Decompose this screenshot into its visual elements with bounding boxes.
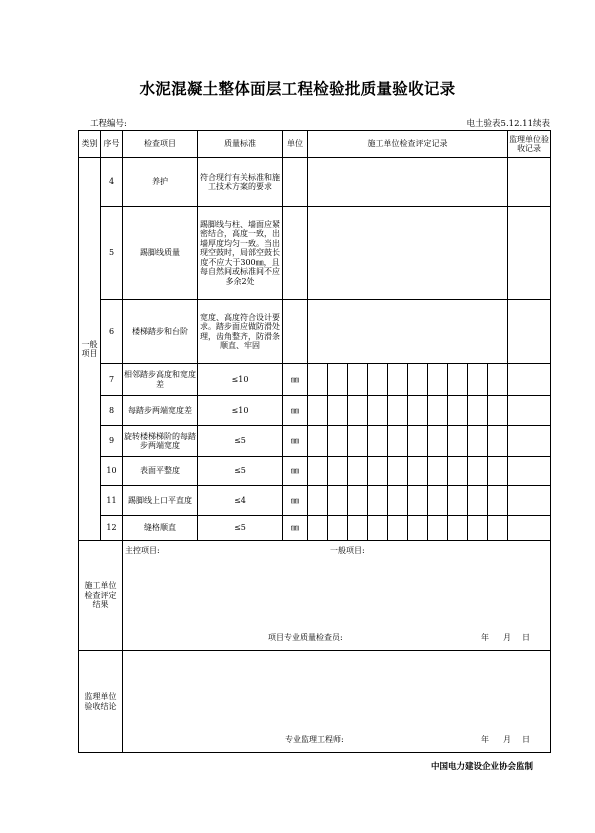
table-row	[79, 158, 551, 207]
row-seq: 5	[101, 207, 123, 300]
general-items-label: 一般项目:	[330, 546, 365, 555]
record-cell[interactable]	[308, 300, 508, 364]
measurement-cell[interactable]	[368, 486, 388, 516]
measurement-cell[interactable]	[408, 457, 428, 486]
main-items-label: 主控项目:	[125, 546, 160, 555]
row-standard: ≤5	[198, 426, 283, 457]
header-unit: 单位	[283, 131, 308, 158]
measurement-cell[interactable]	[308, 516, 328, 541]
supervisor-cell[interactable]	[508, 457, 551, 486]
measurement-cell[interactable]	[348, 396, 368, 426]
measurement-cell[interactable]	[388, 396, 408, 426]
row-standard: 符合现行有关标准和施工技术方案的要求	[198, 158, 283, 207]
measurement-cell[interactable]	[348, 426, 368, 457]
measurement-cell[interactable]	[488, 486, 508, 516]
construction-conclusion-cell[interactable]	[123, 541, 551, 651]
row-unit: ㎜	[283, 426, 308, 457]
row-seq: 8	[101, 396, 123, 426]
row-item: 相邻踏步高度和宽度差	[123, 364, 198, 396]
row-unit	[283, 300, 308, 364]
construction-conclusion-label: 施工单位检查评定结果	[79, 541, 123, 651]
measurement-cell[interactable]	[388, 457, 408, 486]
measurement-cell[interactable]	[328, 516, 348, 541]
table-row	[79, 516, 551, 541]
measurement-cell[interactable]	[308, 486, 328, 516]
engineer-label: 专业监理工程师:	[285, 735, 344, 744]
row-standard: 宽度、高度符合设计要求。踏步面应做防滑处理，齿角整齐，防滑条顺直、牢固	[198, 300, 283, 364]
measurement-cell[interactable]	[348, 486, 368, 516]
measurement-cell[interactable]	[388, 486, 408, 516]
measurement-cell[interactable]	[308, 426, 328, 457]
row-item: 楼梯踏步和台阶	[123, 300, 198, 364]
table-row	[79, 207, 551, 300]
measurement-cell[interactable]	[308, 396, 328, 426]
row-unit: ㎜	[283, 457, 308, 486]
measurement-cell[interactable]	[348, 457, 368, 486]
year-label: 年	[481, 633, 489, 642]
row-item: 踢脚线上口平直度	[123, 486, 198, 516]
row-unit: ㎜	[283, 396, 308, 426]
record-cell[interactable]	[308, 207, 508, 300]
supervisor-cell[interactable]	[508, 207, 551, 300]
measurement-cell[interactable]	[368, 516, 388, 541]
measurement-cell[interactable]	[348, 516, 368, 541]
category-general: 一般项目	[79, 158, 101, 541]
measurement-cell[interactable]	[308, 457, 328, 486]
row-standard: ≤5	[198, 457, 283, 486]
row-unit	[283, 207, 308, 300]
header-construction-record: 施工单位检查评定记录	[308, 131, 508, 158]
measurement-cell[interactable]	[328, 364, 348, 396]
row-standard: ≤10	[198, 364, 283, 396]
table-row	[79, 396, 551, 426]
supervisor-cell[interactable]	[508, 396, 551, 426]
record-cell[interactable]	[308, 158, 508, 207]
measurement-cell[interactable]	[468, 396, 488, 426]
supervisor-conclusion-cell[interactable]	[123, 651, 551, 753]
measurement-cell[interactable]	[388, 426, 408, 457]
measurement-cell[interactable]	[448, 457, 468, 486]
header-item: 检查项目	[123, 131, 198, 158]
row-seq: 10	[101, 457, 123, 486]
row-seq: 6	[101, 300, 123, 364]
measurement-cell[interactable]	[488, 396, 508, 426]
header-category: 类别	[79, 131, 101, 158]
supervisor-cell[interactable]	[508, 486, 551, 516]
inspection-table	[78, 130, 551, 753]
measurement-cell[interactable]	[348, 364, 368, 396]
header-seq: 序号	[101, 131, 123, 158]
measurement-cell[interactable]	[328, 396, 348, 426]
table-row	[79, 364, 551, 396]
footer-issuer: 中国电力建设企业协会监制	[430, 762, 533, 772]
table-row	[79, 426, 551, 457]
measurement-cell[interactable]	[428, 426, 448, 457]
measurement-cell[interactable]	[428, 457, 448, 486]
day-label: 日	[522, 633, 530, 642]
doc-number-label: 工程编号:	[90, 119, 127, 129]
header-standard: 质量标准	[198, 131, 283, 158]
row-seq: 7	[101, 364, 123, 396]
month-label: 月	[503, 633, 511, 642]
measurement-cell[interactable]	[488, 364, 508, 396]
row-item: 踢脚线质量	[123, 207, 198, 300]
measurement-cell[interactable]	[328, 457, 348, 486]
page-title: 水泥混凝土整体面层工程检验批质量验收记录	[139, 80, 456, 98]
measurement-cell[interactable]	[468, 486, 488, 516]
form-number: 电土验表5.12.11续表	[466, 119, 550, 129]
supervisor-cell[interactable]	[508, 426, 551, 457]
measurement-cell[interactable]	[388, 516, 408, 541]
measurement-cell[interactable]	[408, 486, 428, 516]
row-item: 表面平整度	[123, 457, 198, 486]
row-item: 旋转楼梯梯阶的每踏步两端宽度	[123, 426, 198, 457]
measurement-cell[interactable]	[488, 516, 508, 541]
day-label: 日	[522, 735, 530, 744]
measurement-cell[interactable]	[488, 457, 508, 486]
table-row	[79, 300, 551, 364]
row-standard: ≤5	[198, 516, 283, 541]
table-row	[79, 486, 551, 516]
supervisor-cell[interactable]	[508, 516, 551, 541]
measurement-cell[interactable]	[448, 426, 468, 457]
row-item: 养护	[123, 158, 198, 207]
measurement-cell[interactable]	[428, 516, 448, 541]
row-standard: ≤4	[198, 486, 283, 516]
row-unit: ㎜	[283, 364, 308, 396]
header-supervisor-record: 监理单位验收记录	[508, 131, 551, 158]
supervisor-conclusion-row	[79, 651, 551, 753]
measurement-cell[interactable]	[368, 396, 388, 426]
measurement-cell[interactable]	[328, 486, 348, 516]
measurement-cell[interactable]	[408, 396, 428, 426]
measurement-cell[interactable]	[368, 457, 388, 486]
row-unit	[283, 158, 308, 207]
measurement-cell[interactable]	[448, 396, 468, 426]
supervisor-cell[interactable]	[508, 300, 551, 364]
measurement-cell[interactable]	[428, 364, 448, 396]
year-label: 年	[481, 735, 489, 744]
measurement-cell[interactable]	[368, 364, 388, 396]
month-label: 月	[503, 735, 511, 744]
measurement-cell[interactable]	[328, 426, 348, 457]
row-item: 缝格顺直	[123, 516, 198, 541]
measurement-cell[interactable]	[468, 457, 488, 486]
measurement-cell[interactable]	[308, 364, 328, 396]
measurement-cell[interactable]	[488, 426, 508, 457]
row-standard: 踢脚线与柱、墙面应紧密结合，高度一致，出墙厚度均匀一致。当出现空鼓时，局部空鼓长度不应大于300㎜，且每自然间或标准间不应多余2处	[198, 207, 283, 300]
measurement-cell[interactable]	[468, 364, 488, 396]
header-row	[79, 131, 551, 158]
measurement-cell[interactable]	[408, 516, 428, 541]
measurement-cell[interactable]	[448, 364, 468, 396]
measurement-cell[interactable]	[468, 516, 488, 541]
measurement-cell[interactable]	[368, 426, 388, 457]
table-row	[79, 457, 551, 486]
row-unit: ㎜	[283, 516, 308, 541]
construction-conclusion-row	[79, 541, 551, 651]
measurement-cell[interactable]	[408, 426, 428, 457]
supervisor-conclusion-label: 监理单位验收结论	[79, 651, 123, 753]
row-standard: ≤10	[198, 396, 283, 426]
row-item: 每踏步两端宽度差	[123, 396, 198, 426]
supervisor-cell[interactable]	[508, 364, 551, 396]
measurement-cell[interactable]	[428, 486, 448, 516]
row-seq: 11	[101, 486, 123, 516]
measurement-cell[interactable]	[448, 486, 468, 516]
measurement-cell[interactable]	[388, 364, 408, 396]
measurement-cell[interactable]	[448, 516, 468, 541]
row-seq: 12	[101, 516, 123, 541]
inspector-label: 项目专业质量检查员:	[268, 633, 343, 642]
row-seq: 4	[101, 158, 123, 207]
measurement-cell[interactable]	[428, 396, 448, 426]
measurement-cell[interactable]	[408, 364, 428, 396]
row-unit: ㎜	[283, 486, 308, 516]
supervisor-cell[interactable]	[508, 158, 551, 207]
measurement-cell[interactable]	[468, 426, 488, 457]
row-seq: 9	[101, 426, 123, 457]
